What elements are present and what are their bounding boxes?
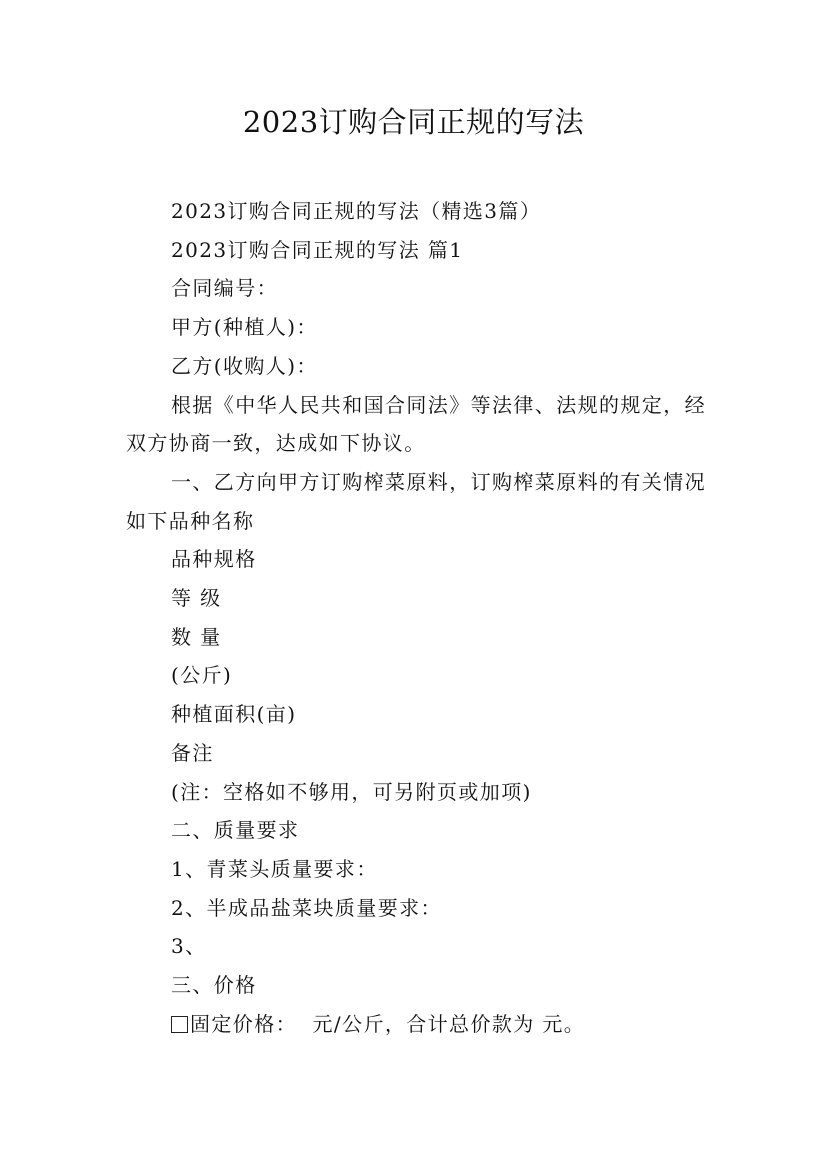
paragraph-grade: 等 级 [171,586,222,611]
fixed-price-text: 固定价格： 元/公斤，合计总价款为 元。 [190,1011,586,1036]
paragraph-variety-spec: 品种规格 [171,547,257,572]
paragraph-remarks: 备注 [171,740,214,765]
paragraph-quality-item-3: 3、 [171,934,207,959]
paragraph-quantity: 数 量 [171,624,222,649]
paragraph-planting-area: 种植面积(亩) [171,702,297,727]
document-title: 2023订购合同正规的写法 [242,105,585,139]
paragraph-note: (注：空格如不够用，可另附页或加项) [171,779,532,804]
paragraph-clause-three: 三、价格 [171,973,257,998]
paragraph-quality-item-1: 1、青菜头质量要求： [171,856,378,881]
paragraph-unit-kg: (公斤) [171,663,233,688]
paragraph-section-heading: 2023订购合同正规的写法 篇1 [171,237,464,262]
paragraph-quality-item-2: 2、半成品盐菜块质量要求： [171,895,442,920]
document-body [126,192,711,1043]
paragraph-fixed-price [126,1005,711,1044]
paragraph-clause-one: 一、乙方向甲方订购榨菜原料，订购榨菜原料的有关情况如下品种名称 [126,469,706,533]
paragraph-party-a: 甲方(种植人)： [171,315,318,340]
paragraph-party-b: 乙方(收购人)： [171,353,318,378]
checkbox-icon [171,1016,188,1033]
paragraph-legal-basis: 根据《中华人民共和国合同法》等法律、法规的规定，经双方协商一致，达成如下协议。 [126,392,706,456]
paragraph-contract-number: 合同编号： [171,276,278,301]
paragraph-clause-two: 二、质量要求 [171,818,300,843]
paragraph-subtitle: 2023订购合同正规的写法（精选3篇） [171,199,542,223]
